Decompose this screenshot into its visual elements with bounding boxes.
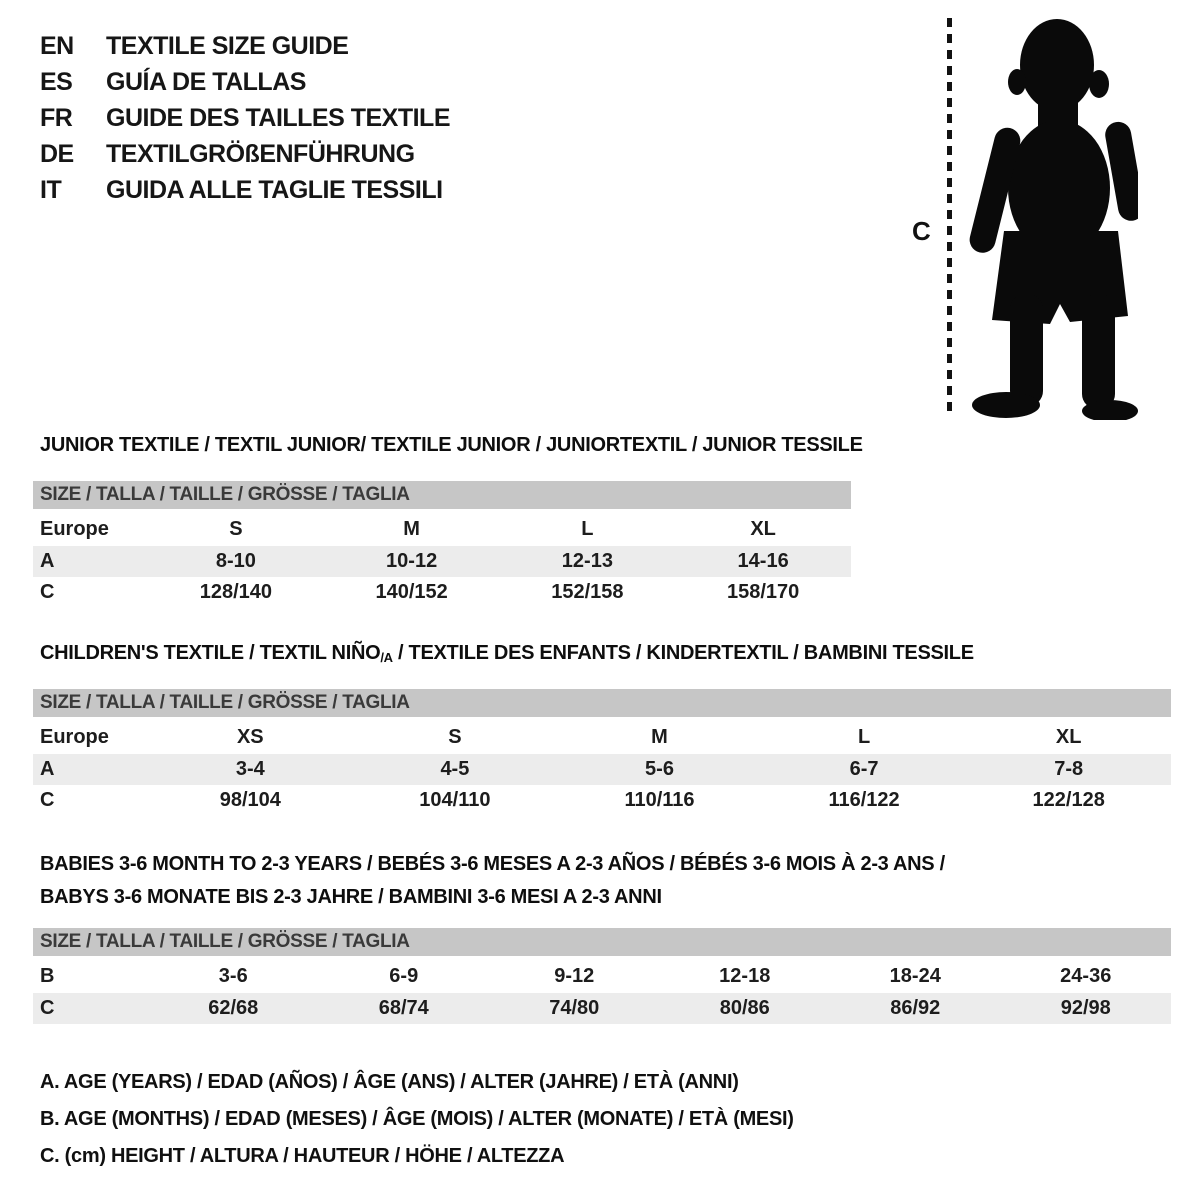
children-table-title (40, 642, 974, 665)
size-cell: L (857, 725, 871, 748)
babies-table-title (40, 848, 945, 914)
table-row-height (33, 993, 1171, 1024)
guide-title-de: TEXTILGRÖßENFÜHRUNG (106, 139, 415, 168)
row-label: A (40, 550, 55, 572)
language-row-it (40, 172, 450, 208)
children-title-suffix: / TEXTILE DES ENFANTS / KINDERTEXTIL / BAMBINI TESSILE (392, 642, 974, 664)
guide-title-en: TEXTILE SIZE GUIDE (106, 31, 349, 60)
language-code: DE (40, 139, 74, 168)
height-cell: 74/80 (549, 997, 600, 1019)
size-cell: S (229, 517, 243, 540)
row-label: A (40, 758, 55, 780)
legend-height-cm: C. (cm) HEIGHT / ALTURA / HAUTEUR / HÖHE / ALTEZZA (40, 1145, 565, 1167)
size-cell: XL (1055, 725, 1082, 748)
size-cell: XL (750, 517, 776, 540)
age-cell: 5-6 (645, 758, 674, 780)
guide-title-fr: GUIDE DES TAILLES TEXTILE (106, 103, 451, 132)
size-header-bar: SIZE / TALLA / TAILLE / GRÖSSE / TAGLIA (33, 928, 1171, 956)
children-size-table (33, 689, 1171, 816)
table-row-europe (33, 720, 1171, 754)
height-cell: 110/116 (624, 789, 695, 811)
row-label: Europe (40, 725, 109, 748)
row-label: B (40, 964, 55, 987)
age-cell: 10-12 (386, 550, 438, 572)
guide-title-es: GUÍA DE TALLAS (106, 67, 306, 96)
height-cell: 98/104 (219, 789, 281, 811)
language-code: FR (40, 103, 73, 132)
age-cell: 7-8 (1054, 758, 1084, 780)
height-cell: 86/92 (890, 997, 941, 1019)
size-cell: M (403, 517, 420, 540)
height-cell: 158/170 (726, 581, 800, 603)
row-label: Europe (40, 517, 109, 540)
age-cell: 4-5 (440, 758, 470, 780)
language-row-es (40, 64, 450, 100)
babies-size-table (33, 928, 1171, 1024)
age-cell: 3-4 (235, 758, 265, 780)
height-cell: 80/86 (719, 997, 770, 1019)
language-code: ES (40, 67, 73, 96)
months-cell: 9-12 (554, 964, 595, 987)
language-title-list (40, 28, 450, 208)
babies-title-line2: BABYS 3-6 MONATE BIS 2-3 JAHRE / BAMBINI 3-6 MESI A 2-3 ANNI (40, 886, 662, 908)
children-title-sub: /A (380, 650, 393, 665)
legend-age-years: A. AGE (YEARS) / EDAD (AÑOS) / ÂGE (ANS) / ALTER (JAHRE) / ETÀ (ANNI) (40, 1071, 739, 1093)
table-row-age (33, 754, 1171, 785)
months-cell: 18-24 (889, 964, 941, 987)
height-cell: 152/158 (551, 581, 624, 603)
age-cell: 6-7 (849, 758, 879, 780)
height-measure-label: C (912, 216, 931, 246)
height-cell: 140/152 (375, 581, 448, 603)
months-cell: 3-6 (218, 964, 248, 987)
size-cell: S (448, 725, 462, 748)
size-header-bar: SIZE / TALLA / TAILLE / GRÖSSE / TAGLIA (33, 481, 851, 509)
height-cell: 68/74 (378, 997, 429, 1019)
size-header-bar: SIZE / TALLA / TAILLE / GRÖSSE / TAGLIA (33, 689, 1171, 717)
table-row-months (33, 959, 1171, 993)
table-row-height (33, 577, 851, 608)
row-label: C (40, 997, 55, 1019)
language-row-de (40, 136, 450, 172)
table-row-height (33, 785, 1171, 816)
size-cell: M (651, 725, 668, 748)
language-row-fr (40, 100, 450, 136)
height-cell: 128/140 (199, 581, 273, 603)
legend-age-months: B. AGE (MONTHS) / EDAD (MESES) / ÂGE (MOIS) / ALTER (MONATE) / ETÀ (MESI) (40, 1108, 794, 1130)
months-cell: 6-9 (389, 964, 419, 987)
age-cell: 12-13 (561, 550, 613, 572)
guide-title-it: GUIDA ALLE TAGLIE TESSILI (106, 175, 443, 204)
height-cell: 104/110 (419, 789, 491, 811)
height-cell: 122/128 (1032, 789, 1105, 811)
months-cell: 12-18 (719, 964, 771, 987)
months-cell: 24-36 (1060, 964, 1112, 987)
height-cell: 62/68 (208, 997, 259, 1019)
table-row-age (33, 546, 851, 577)
measure-legend (40, 1064, 794, 1175)
age-cell: 8-10 (215, 550, 256, 572)
toddler-silhouette-image (966, 16, 1138, 420)
row-label: C (40, 789, 55, 811)
age-cell: 14-16 (737, 550, 789, 572)
junior-size-table (33, 481, 851, 608)
size-cell: XS (236, 725, 264, 748)
language-code: EN (40, 31, 74, 60)
table-row-europe (33, 512, 851, 546)
babies-title-line1: BABIES 3-6 MONTH TO 2-3 YEARS / BEBÉS 3-6 MESES A 2-3 AÑOS / BÉBÉS 3-6 MOIS À 2-3 ANS / (40, 853, 945, 875)
children-title-prefix: CHILDREN'S TEXTILE / TEXTIL NIÑO (40, 642, 381, 664)
junior-table-title: JUNIOR TEXTILE / TEXTIL JUNIOR/ TEXTILE JUNIOR / JUNIORTEXTIL / JUNIOR TESSILE (40, 434, 863, 456)
height-dashed-line (947, 18, 952, 418)
height-cell: 92/98 (1060, 997, 1111, 1019)
size-cell: L (581, 517, 594, 540)
language-code: IT (40, 175, 62, 204)
row-label: C (40, 581, 55, 603)
height-cell: 116/122 (828, 789, 900, 811)
language-row-en (40, 28, 450, 64)
